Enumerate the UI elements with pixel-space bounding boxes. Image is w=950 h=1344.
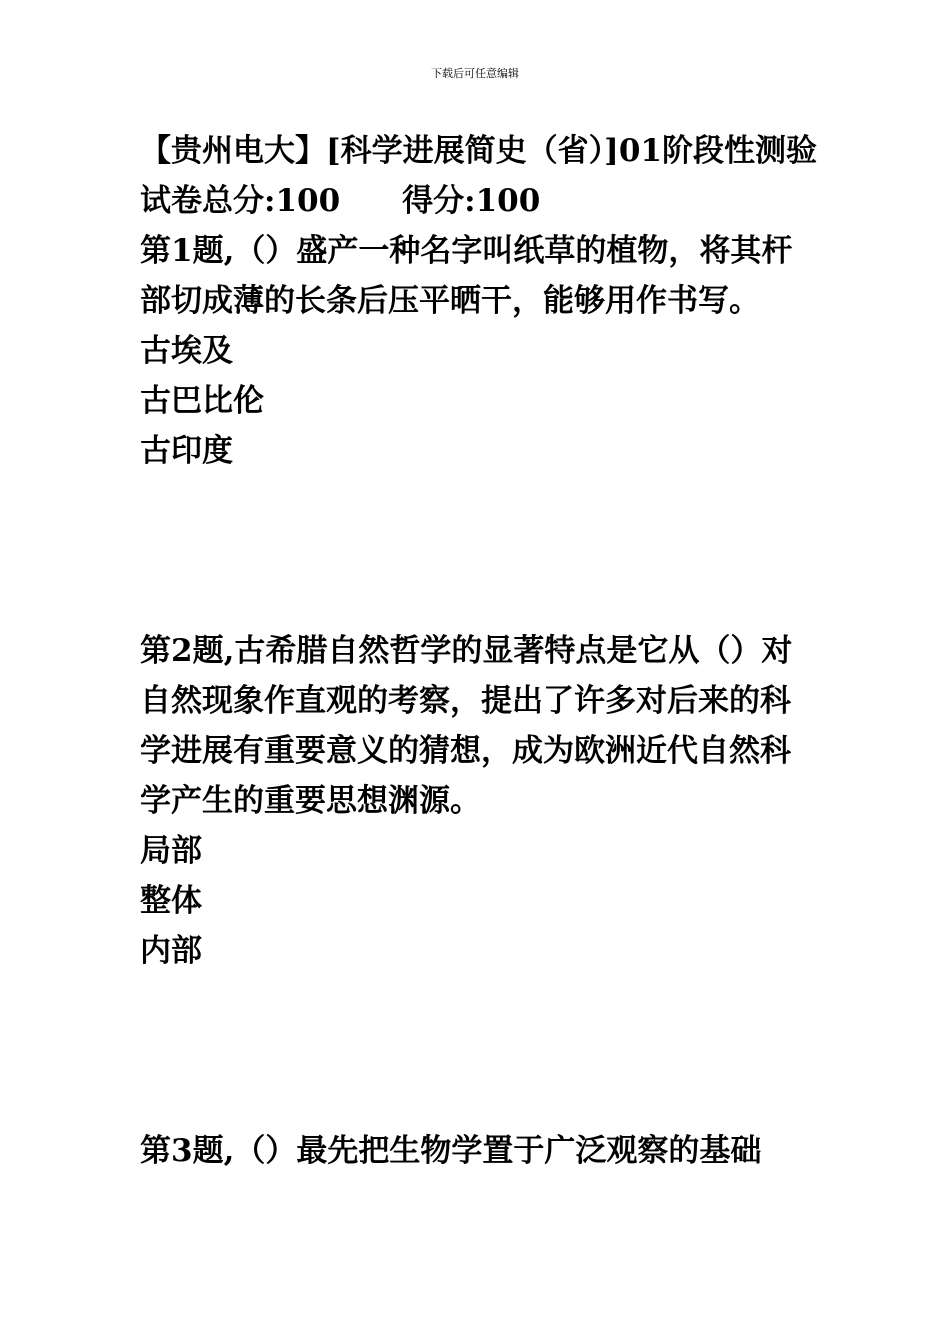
- question-text: 第2题,古希腊自然哲学的显著特点是它从（）对自然现象作直观的考察，提出了许多对后来的科学进展有重要意义的猜想，成为欧洲近代自然科学产生的重要思想渊源。: [140, 633, 793, 819]
- header-note: 下载后可任意编辑: [431, 67, 519, 80]
- score-line: [140, 176, 820, 226]
- option[interactable]: 内部: [140, 933, 202, 969]
- question-text: 第1题,（）盛产一种名字叫纸草的植物，将其杆部切成薄的长条后压平晒干，能够用作书写。: [140, 233, 793, 319]
- option[interactable]: 古埃及: [140, 333, 233, 369]
- document-body: [140, 126, 820, 1176]
- option[interactable]: 古巴比伦: [140, 383, 264, 419]
- question-text: 第3题,（）最先把生物学置于广泛观察的基础: [140, 1133, 762, 1169]
- question-3: [140, 1126, 820, 1176]
- question-2: [140, 626, 820, 976]
- question-1: [140, 226, 820, 476]
- total-score: 试卷总分:100: [140, 183, 341, 219]
- obtained-score: 得分:100: [402, 183, 541, 219]
- document-title: 【贵州电大】[科学进展简史（省）]01阶段性测验: [140, 133, 817, 169]
- option[interactable]: 整体: [140, 883, 202, 919]
- option[interactable]: 古印度: [140, 433, 233, 469]
- option[interactable]: 局部: [140, 833, 202, 869]
